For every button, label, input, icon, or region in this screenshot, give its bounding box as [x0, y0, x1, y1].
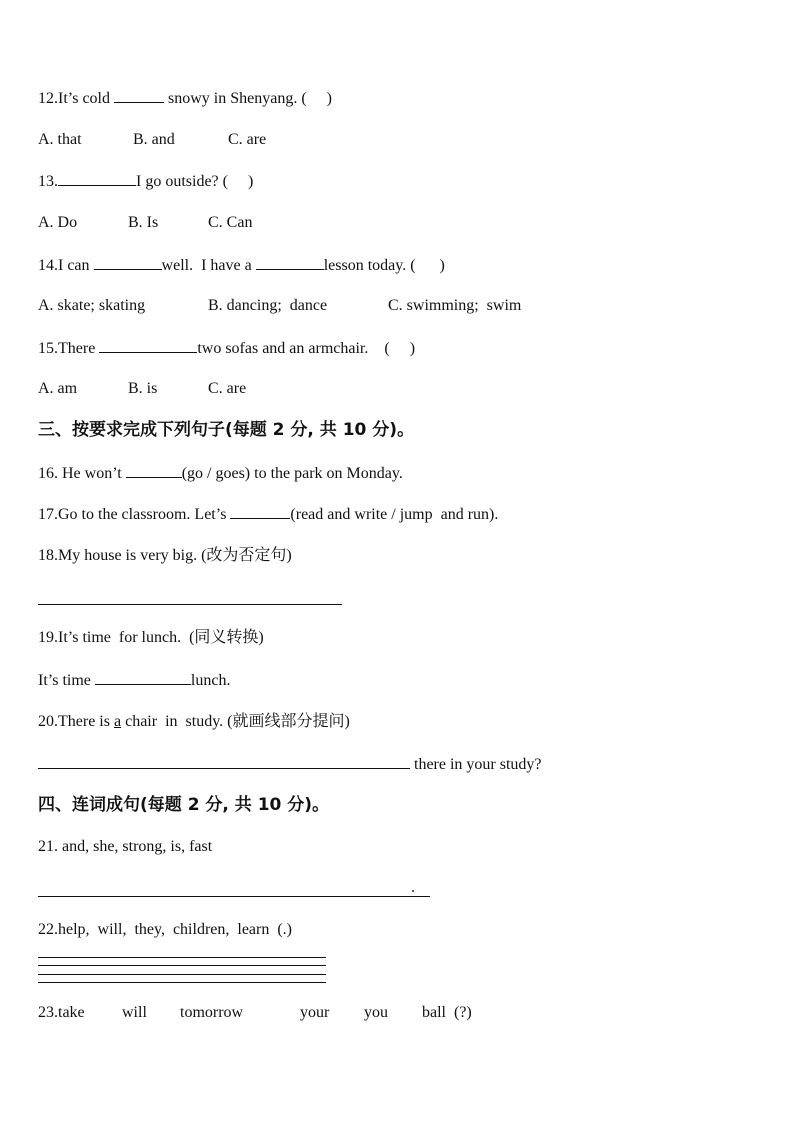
- question-20-answer: [38, 754, 542, 775]
- option-c[interactable]: C. are: [228, 131, 267, 148]
- writing-line-4[interactable]: [38, 982, 326, 983]
- q16-text-a: 16. He won’t: [38, 465, 126, 482]
- q12-text-b: snowy in Shenyang. ( ): [164, 90, 332, 107]
- question-22: 22.help, will, they, children, learn (.): [38, 921, 292, 938]
- q13-text-b: I go outside? ( ): [136, 173, 254, 190]
- answer-blank[interactable]: [126, 463, 182, 478]
- option-b[interactable]: B. dancing; dance: [208, 297, 328, 314]
- answer-blank[interactable]: [256, 255, 324, 270]
- section-4-heading: 四、连词成句(每题 2 分, 共 10 分)。: [38, 795, 330, 815]
- answer-blank[interactable]: [114, 88, 164, 103]
- answer-blank[interactable]: [58, 171, 136, 186]
- q14-options: [38, 296, 521, 316]
- q19-text-b: It’s time: [38, 672, 95, 689]
- word: you: [364, 1004, 388, 1021]
- q14-text-b: well. I have a: [161, 257, 256, 274]
- question-14: [38, 255, 445, 276]
- option-a[interactable]: A. that: [38, 131, 82, 148]
- q17-text-a: 17.Go to the classroom. Let’s: [38, 506, 231, 523]
- q13-text-a: 13.: [38, 173, 58, 190]
- option-c[interactable]: C. swimming; swim: [388, 297, 522, 314]
- question-12: [38, 88, 332, 109]
- writing-line-2[interactable]: [38, 965, 326, 966]
- question-20: [38, 712, 350, 732]
- answer-blank[interactable]: [99, 338, 197, 353]
- answer-blank[interactable]: [230, 504, 290, 519]
- question-21: 21. and, she, strong, is, fast: [38, 838, 213, 855]
- option-a[interactable]: A. Do: [38, 214, 78, 231]
- option-b[interactable]: B. is: [128, 380, 158, 397]
- word: tomorrow: [180, 1004, 244, 1021]
- q16-text-b: (go / goes) to the park on Monday.: [181, 465, 403, 482]
- option-c[interactable]: C. Can: [208, 214, 253, 231]
- option-c[interactable]: C. are: [208, 380, 247, 397]
- q14-text-a: 14.I can: [38, 257, 94, 274]
- q17-text-b: (read and write / jump and run).: [290, 506, 499, 523]
- q20-text-a: 20.There is: [38, 713, 114, 730]
- option-a[interactable]: A. skate; skating: [38, 297, 146, 314]
- q13-options: [38, 213, 252, 233]
- word: 23.take: [38, 1004, 85, 1021]
- question-19-answer: [38, 670, 230, 691]
- underlined-word: a: [113, 713, 122, 730]
- answer-blank[interactable]: [38, 754, 410, 769]
- question-19: 19.It’s time for lunch. (同义转换): [38, 629, 264, 646]
- option-b[interactable]: B. and: [133, 131, 175, 148]
- question-13: [38, 171, 253, 192]
- q15-options: [38, 379, 246, 399]
- answer-period: .: [411, 879, 415, 896]
- q12-options: [38, 130, 266, 150]
- question-17: [38, 504, 498, 525]
- writing-line-1[interactable]: [38, 957, 326, 958]
- q15-text-a: 15.There: [38, 340, 100, 357]
- option-a[interactable]: A. am: [38, 380, 78, 397]
- answer-line[interactable]: [38, 896, 430, 897]
- q20-text-c: there in your study?: [410, 756, 542, 773]
- answer-blank[interactable]: [95, 670, 191, 685]
- q19-text-c: lunch.: [190, 672, 231, 689]
- section-3-heading: 三、按要求完成下列句子(每题 2 分, 共 10 分)。: [38, 420, 415, 440]
- writing-line-3[interactable]: [38, 974, 326, 975]
- q12-text-a: 12.It’s cold: [38, 90, 114, 107]
- q14-text-c: lesson today. ( ): [323, 257, 445, 274]
- q15-text-b: two sofas and an armchair. ( ): [197, 340, 416, 357]
- question-16: [38, 463, 403, 484]
- word: ball (?): [422, 1004, 472, 1021]
- word: your: [300, 1004, 330, 1021]
- option-b[interactable]: B. Is: [128, 214, 159, 231]
- word: will: [122, 1004, 147, 1021]
- answer-line[interactable]: [38, 604, 342, 605]
- answer-blank[interactable]: [94, 255, 162, 270]
- question-23: [38, 1003, 472, 1023]
- question-15: [38, 338, 415, 359]
- q20-text-b: chair in study. (就画线部分提问): [121, 713, 350, 730]
- question-18: 18.My house is very big. (改为否定句): [38, 547, 292, 564]
